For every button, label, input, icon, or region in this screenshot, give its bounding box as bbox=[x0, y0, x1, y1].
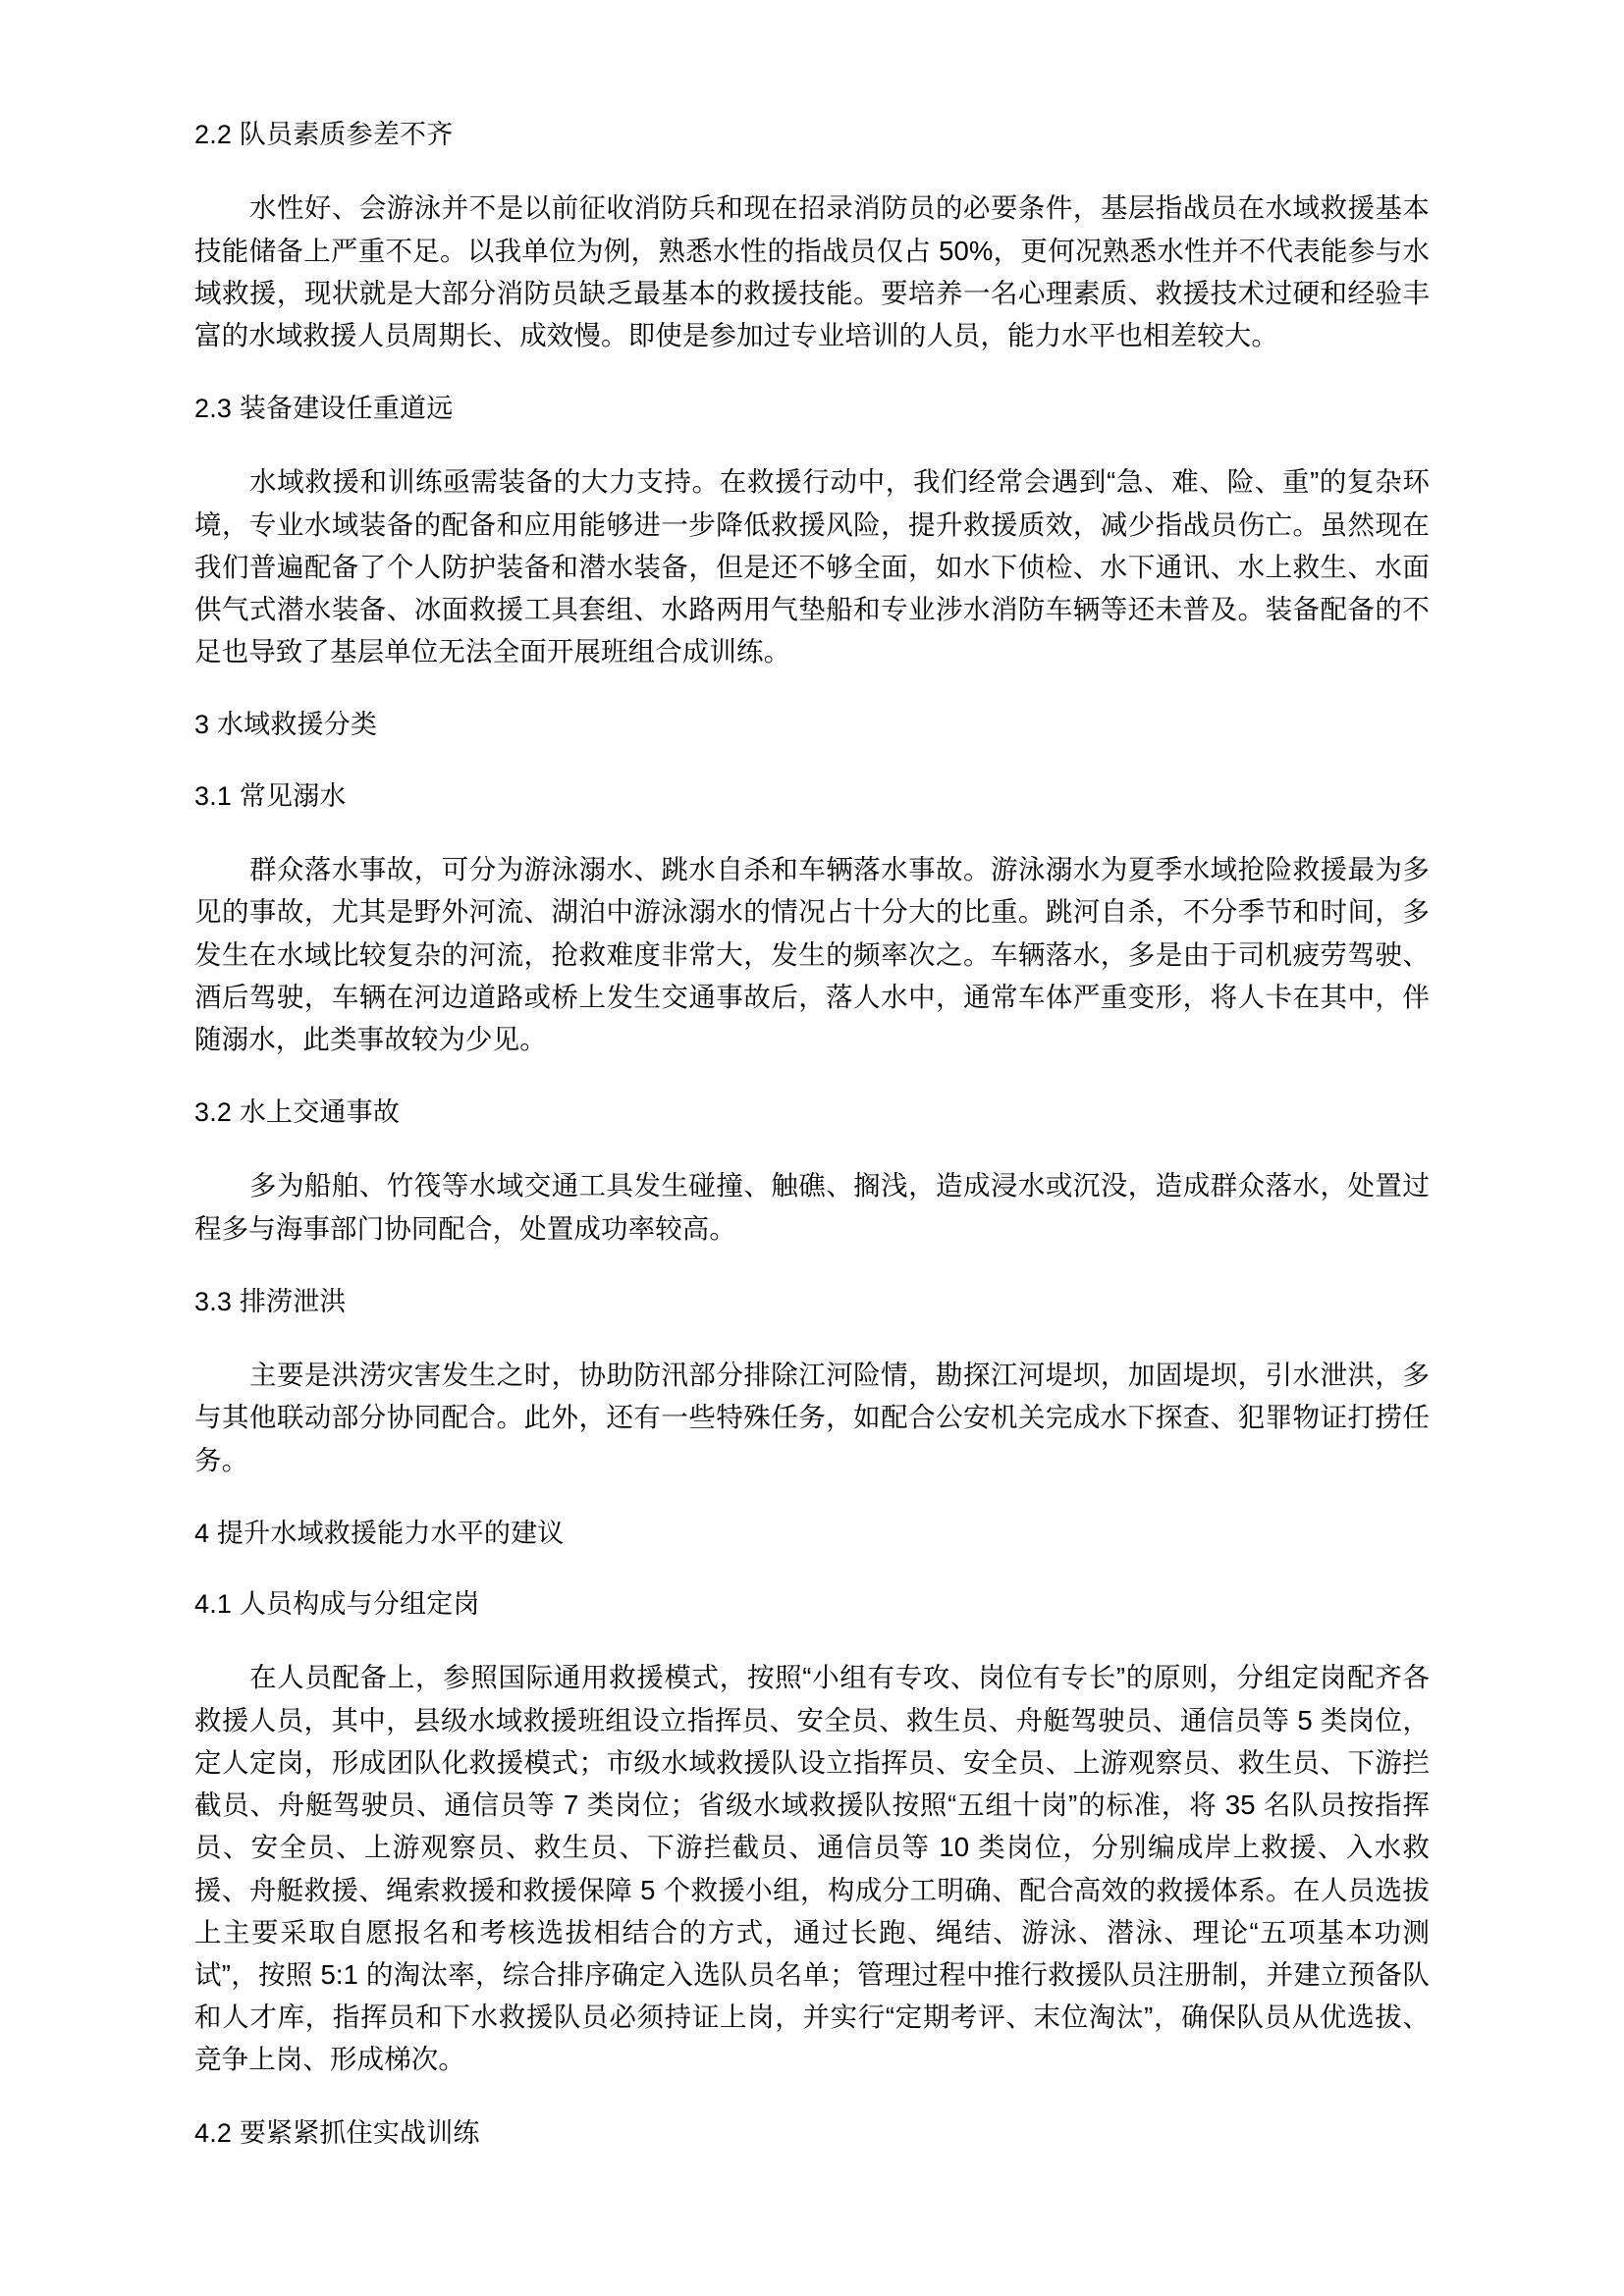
section-heading-3-2: 3.2 水上交通事故 bbox=[194, 1097, 401, 1128]
section-heading-4: 4 提升水域救援能力水平的建议 bbox=[194, 1518, 565, 1548]
section-heading-3-1: 3.1 常见溺水 bbox=[194, 780, 347, 811]
spacer bbox=[194, 1481, 1430, 1515]
section-paragraph-2-2: 水性好、会游泳并不是以前征收消防兵和现在招录消防员的必要条件，基层指战员在水域救援基本技能储备上严重不足。以我单位为例，熟悉水性的指战员仅占 50%，更何况熟悉水性并不代表能参与水域救援，现状就是大部分消防员缺乏最基本的救援技能。要培养一名心理素质、救援技术过硬和经验丰富的水域救援人员周期长、成效慢。即使是参加过专业培训的人员，能力水平也相差较大。 bbox=[194, 192, 1430, 350]
spacer bbox=[194, 1552, 1430, 1585]
spacer bbox=[194, 1250, 1430, 1283]
spacer bbox=[194, 744, 1430, 777]
section-paragraph-4-1: 在人员配备上，参照国际通用救援模式，按照“小组有专攻、岗位有专长”的原则，分组定岗配齐各救援人员，其中，县级水域救援班组设立指挥员、安全员、救生员、舟艇驾驶员、通信员等 5 类岗位，定人定岗，形成团队化救援模式；市级水域救援队设立指挥员、安全员、上游观察员、救生员、下游拦截员、舟艇驾驶员、通信员等 7 类岗位；省级水域救援队按照“五组十岗”的标准，将 35 名队员按指挥员、安全员、上游观察员、救生员、下游拦截员、通信员等 10 类岗位，分别编成岸上救援、入水救援、舟艇救援、绳索救援和救援保障 5 个救援小组，构成分工明确、配合高效的救援体系。在人员选拔上主要采取自愿报名和考核选拔相结合的方式，通过长跑、绳结、游泳、潜泳、理论“五项基本功测试”，按照 5:1 的淘汰率，综合排序确定入选队员名单；管理过程中推行救援队员注册制，并建立预备队和人才库，指挥员和下水救援队员必须持证上岗，并实行“定期考评、末位淘汰”，确保队员从优选拔、竞争上岗、形成梯次。 bbox=[194, 1662, 1430, 2075]
section-heading-3: 3 水域救援分类 bbox=[194, 710, 378, 740]
spacer bbox=[194, 1623, 1430, 1656]
page-content-column bbox=[194, 116, 1430, 2152]
section-heading-4-2: 4.2 要紧紧抓住实战训练 bbox=[194, 2117, 480, 2148]
spacer bbox=[194, 153, 1430, 187]
spacer bbox=[194, 1131, 1430, 1164]
spacer bbox=[194, 672, 1430, 706]
section-heading-4-1: 4.1 人员构成与分组定岗 bbox=[194, 1589, 480, 1620]
spacer bbox=[194, 427, 1430, 460]
spacer bbox=[194, 2081, 1430, 2114]
section-paragraph-3-3: 主要是洪涝灾害发生之时，协助防汛部分排除江河险情，勘探江河堤坝，加固堤坝，引水泄洪，多与其他联动部分协同配合。此外，还有一些特殊任务，如配合公安机关完成水下探查、犯罪物证打捞任务。 bbox=[194, 1360, 1430, 1475]
section-heading-2-3: 2.3 装备建设任重道远 bbox=[194, 394, 454, 424]
spacer bbox=[194, 356, 1430, 390]
spacer bbox=[194, 1320, 1430, 1354]
section-paragraph-3-1: 群众落水事故，可分为游泳溺水、跳水自杀和车辆落水事故。游泳溺水为夏季水域抢险救援最为多见的事故，尤其是野外河流、湖泊中游泳溺水的情况占十分大的比重。跳河自杀，不分季节和时间，多发生在水域比较复杂的河流，抢救难度非常大，发生的频率次之。车辆落水，多是由于司机疲劳驾驶、酒后驾驶，车辆在河边道路或桥上发生交通事故后，落人水中，通常车体严重变形，将人卡在其中，伴随溺水，此类事故较为少见。 bbox=[194, 854, 1430, 1054]
spacer bbox=[194, 1060, 1430, 1094]
spacer bbox=[194, 815, 1430, 848]
section-heading-3-3: 3.3 排涝泄洪 bbox=[194, 1286, 347, 1316]
section-paragraph-3-2: 多为船舶、竹筏等水域交通工具发生碰撞、触礁、搁浅，造成浸水或沉没，造成群众落水，处置过程多与海事部门协同配合，处置成功率较高。 bbox=[194, 1170, 1430, 1244]
section-paragraph-2-3: 水域救援和训练亟需装备的大力支持。在救援行动中，我们经常会遇到“急、难、险、重”的复杂环境，专业水域装备的配备和应用能够进一步降低救援风险，提升救援质效，减少指战员伤亡。虽然现在我们普遍配备了个人防护装备和潜水装备，但是还不够全面，如水下侦检、水下通讯、水上救生、水面供气式潜水装备、冰面救援工具套组、水路两用气垫船和专业涉水消防车辆等还未普及。装备配备的不足也导致了基层单位无法全面开展班组合成训练。 bbox=[194, 466, 1430, 667]
section-heading-2-2: 2.2 队员素质参差不齐 bbox=[194, 120, 454, 149]
